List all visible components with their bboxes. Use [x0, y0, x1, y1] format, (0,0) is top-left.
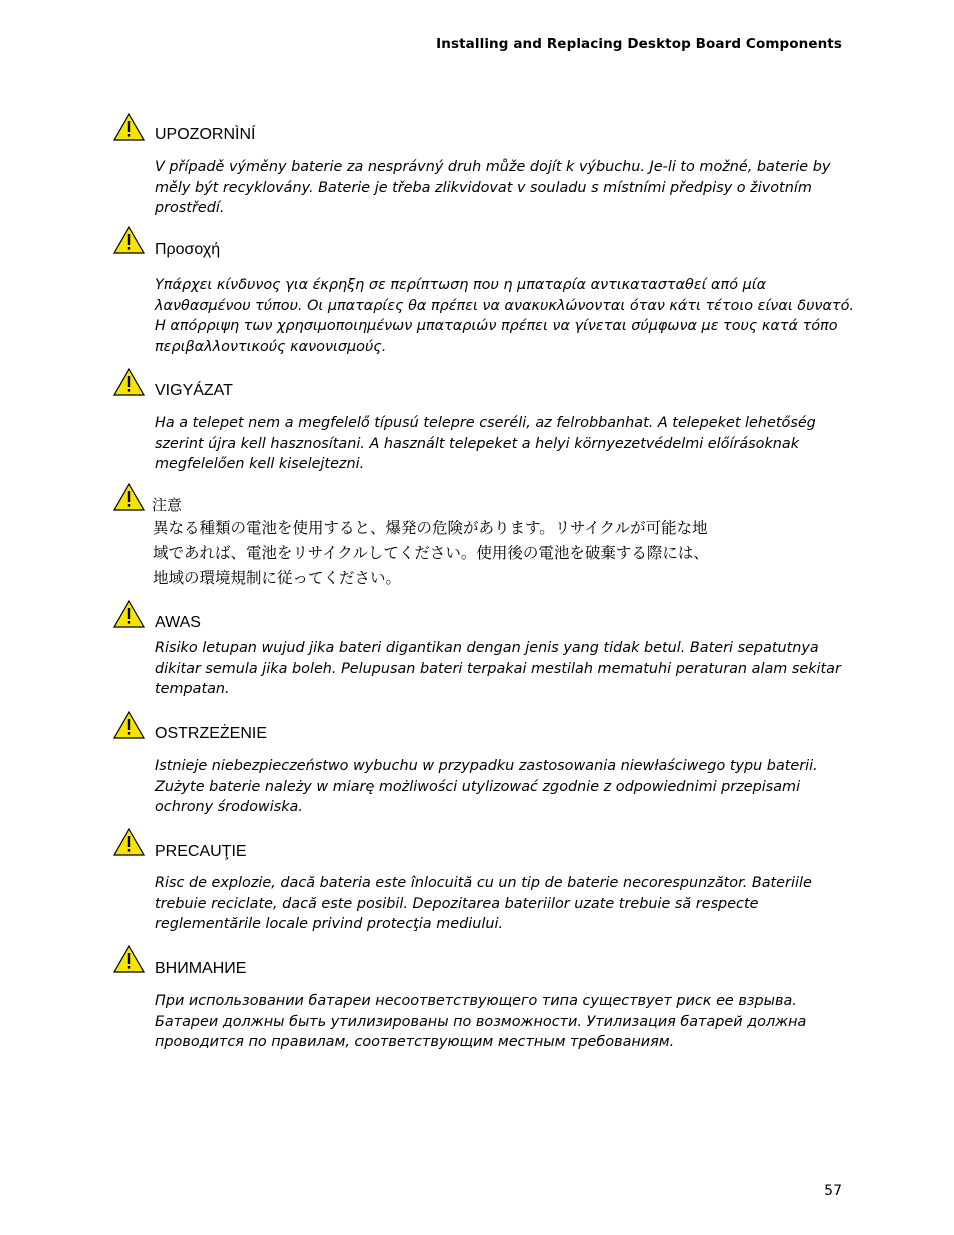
warning-triangle-icon [113, 945, 145, 973]
warning-text-romanian: Risc de explozie, dacă bateria este înlocuită cu un tip de baterie necorespunzător. Bateriile trebuie reciclate, dacă este posibil. Depozitarea bateriilor uzate trebuie să respecte reglementările locale privind protecţia mediului. [155, 875, 812, 932]
warning-triangle-icon [113, 113, 145, 141]
warning-triangle-icon [113, 600, 145, 628]
warning-text-greek: Υπάρχει κίνδυνος για έκρηξη σε περίπτωση που η μπαταρία αντικατασταθεί από μία λανθασμένου τύπου. Οι μπαταρίες θα πρέπει να ανακυκλώνονται όταν κάτι τέτοιο είναι δυνατό. Η απόρριψη των χρησιμοποιημένων μπαταριών πρέπει να γίνεται σύμφωνα με τους κατά τόπο περιβαλλοντικούς κανονισμούς. [155, 277, 854, 355]
page-header: Installing and Replacing Desktop Board Components [436, 36, 842, 52]
warning-triangle-icon [113, 711, 145, 739]
warning-text-russian: При использовании батареи несоответствующего типа существует риск ее взрыва. Батареи должны быть утилизированы по возможности. Утилизация батарей должна проводится по правилам, соответствующим местным требованиям. [155, 993, 807, 1050]
warning-title-romanian: PRECAUŢIE [155, 843, 247, 860]
warning-triangle-icon [113, 226, 145, 254]
warning-text-czech: V případě výměny baterie za nesprávný druh může dojít k výbuchu. Je-li to možné, baterie by měly být recyklovány. Baterie je třeba zlikvidovat v souladu s místními předpisy o životním prostředí. [155, 159, 831, 216]
warning-title-russian: ВНИМАНИЕ [155, 960, 247, 977]
warning-triangle-icon [113, 368, 145, 396]
warning-triangle-icon [113, 483, 145, 511]
warning-text-hungarian: Ha a telepet nem a megfelelő típusú telepre cseréli, az felrobbanhat. A telepeket lehetőség szerint újra kell hasznosítani. A használt telepeket a helyi környezetvédelmi előírásoknak megfelelően kell kiselejtezni. [155, 415, 816, 472]
warning-text-malay: Risiko letupan wujud jika bateri digantikan dengan jenis yang tidak betul. Bateri sepatutnya dikitar semula jika boleh. Pelupusan bateri terpakai mestilah mematuhi peraturan alam sekitar tempatan. [155, 640, 841, 697]
warning-text-polish: Istnieje niebezpieczeństwo wybuchu w przypadku zastosowania niewłaściwego typu baterii. Zużyte baterie należy w miarę możliwości utylizować zgodnie z odpowiednimi przepisami ochrony środowiska. [155, 758, 818, 815]
page-number: 57 [824, 1183, 842, 1199]
warning-text-japanese: 異なる種類の電池を使用すると、爆発の危険があります。リサイクルが可能な地域であれば、電池をリサイクルしてください。使用後の電池を破棄する際には、地域の環境規制に従ってください。 [153, 519, 709, 587]
warning-title-polish: OSTRZEŻENIE [155, 725, 268, 742]
warning-title-greek: Προσοχή [155, 241, 221, 258]
warning-title-japanese: 注意 [152, 496, 183, 514]
warning-title-czech: UPOZORNÌNÍ [155, 126, 256, 143]
warning-title-hungarian: VIGYÁZAT [155, 382, 233, 399]
warning-triangle-icon [113, 828, 145, 856]
warning-title-malay: AWAS [155, 614, 201, 631]
